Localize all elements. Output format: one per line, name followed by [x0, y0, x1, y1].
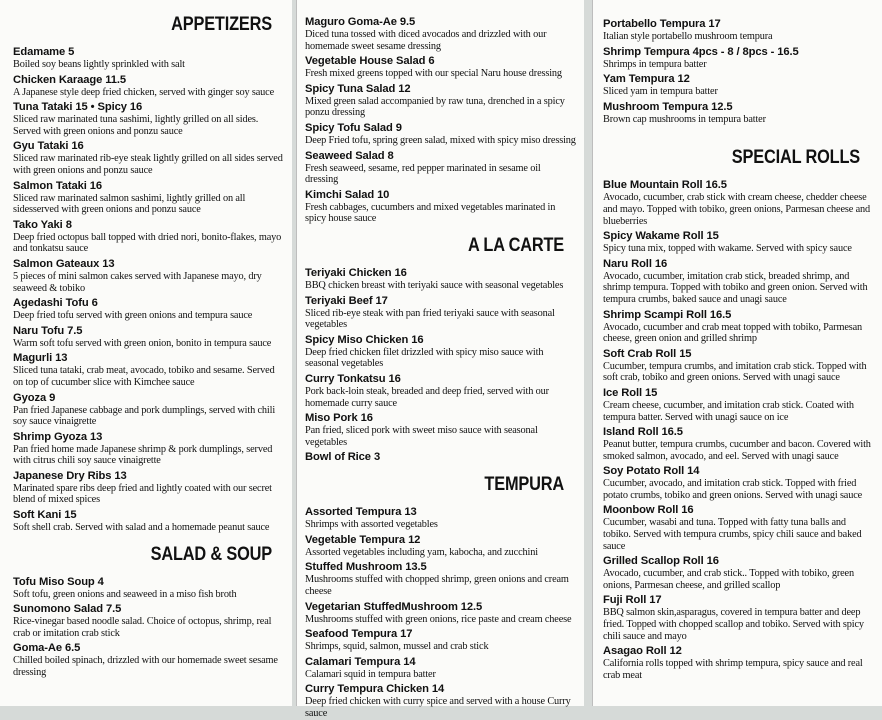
- menu-item-name: Salmon Tataki 16: [13, 179, 102, 192]
- menu-item-description: Rice-vinegar based noodle salad. Choice of octopus, shrimp, real crab or imitation crab stick: [13, 616, 272, 639]
- menu-item-name: Teriyaki Chicken 16: [305, 266, 407, 279]
- menu-item-name: Vegetarian StuffedMushroom 12.5: [305, 600, 483, 613]
- menu-item-description: Deep fried chicken with curry spice and served with a house Curry sauce: [305, 696, 571, 720]
- menu-item: [13, 258, 284, 294]
- menu-item-description: Fresh cabbages, cucumbers and mixed vegetables marinated in spicy house sauce: [305, 201, 556, 225]
- menu-item-name: Stuffed Mushroom 13.5: [305, 561, 427, 574]
- menu-item: [305, 656, 576, 681]
- menu-item-description: BBQ chicken breast with teriyaki sauce with seasonal vegetables: [305, 279, 564, 291]
- salad-soup-list: [13, 576, 284, 679]
- menu-item: [305, 189, 576, 225]
- menu-item: [603, 46, 872, 71]
- menu-item-name: Vegetable House Salad 6: [305, 55, 435, 68]
- menu-item-description: Deep Fried tofu, spring green salad, mixed with spicy miso dressing: [305, 134, 576, 146]
- menu-item: [305, 55, 576, 80]
- menu-item-description: Mushrooms stuffed with green onions, rice paste and cream cheese: [305, 613, 572, 625]
- menu-item-name: Agedashi Tofu 6: [13, 297, 98, 310]
- menu-item-description: Sliced rib-eye steak with pan fried teriyaki sauce with seasonal vegetables: [305, 307, 555, 331]
- menu-item-description: Fresh seaweed, sesame, red pepper marinated in sesame oil dressing: [305, 162, 541, 186]
- menu-item-description: Cucumber, wasabi and tuna. Topped with fatty tuna balls and tobiko. Served with tempura crumbs, spicy chili sauce and baked sauce: [603, 517, 862, 552]
- salad-soup-heading: SALAD & SOUP: [150, 543, 272, 565]
- menu-item-description: Mixed green salad accompanied by raw tuna, drenched in a spicy ponzu dressing: [305, 95, 565, 119]
- menu-item-description: Diced tuna tossed with diced avocados and drizzled with our homemade sweet sesame dressing: [305, 29, 547, 52]
- menu-item-description: Shrimps with assorted vegetables: [305, 519, 438, 531]
- menu-item-name: Kimchi Salad 10: [305, 188, 390, 201]
- menu-item-description: Avocado, cucumber, imitation crab stick, breaded shrimp, and shrimp tempura. Topped with tobiko and green onion. Served with tempura crumbs, baked sauce and unagi sauce: [603, 270, 868, 305]
- menu-item-name: Shrimp Gyoza 13: [13, 430, 103, 443]
- menu-item: [305, 295, 576, 331]
- tempura-list: [305, 506, 576, 719]
- menu-item: [603, 348, 872, 384]
- menu-item: [603, 465, 872, 501]
- special-rolls-heading: SPECIAL ROLLS: [731, 147, 860, 169]
- menu-item: [305, 16, 576, 52]
- menu-column-right: [592, 0, 882, 706]
- menu-item: [305, 83, 576, 119]
- menu-item-name: Vegetable Tempura 12: [305, 533, 421, 546]
- menu-item-name: Fuji Roll 17: [603, 594, 662, 607]
- menu-item-description: Deep fried octopus ball topped with dried nori, bonito-flakes, mayo and tonkatsu sauce: [13, 231, 282, 255]
- menu-item: [13, 603, 284, 639]
- menu-item: [13, 642, 284, 678]
- menu-item-description: Calamari squid in tempura batter: [305, 668, 436, 680]
- menu-item-name: Sunomono Salad 7.5: [13, 603, 122, 616]
- menu-item-description: Cream cheese, cucumber, and imitation crab stick. Coated with tempura batter. Served with unagi sauce on ice: [603, 399, 854, 423]
- menu-item-name: Spicy Tuna Salad 12: [305, 82, 411, 95]
- menu-item: [13, 74, 284, 99]
- menu-item: [305, 506, 576, 531]
- menu-item: [603, 555, 872, 591]
- menu-item-description: Avocado, cucumber, crab stick with cream cheese, chedder cheese and mayo. Topped with tobiko, green onions, Parmesan cheese and blueberries: [603, 192, 871, 227]
- menu-item-name: Mushroom Tempura 12.5: [603, 100, 733, 113]
- menu-item-name: Salmon Gateaux 13: [13, 257, 115, 270]
- menu-item: [603, 504, 872, 552]
- menu-item: [13, 46, 284, 71]
- menu-item: [13, 219, 284, 255]
- menu-item-name: Miso Pork 16: [305, 412, 373, 425]
- menu-item: [13, 101, 284, 137]
- menu-item: [13, 470, 284, 506]
- menu-item-description: Marinated spare ribs deep fried and lightly coated with our secret blend of mixed spices: [13, 482, 272, 506]
- menu-item: [13, 509, 284, 534]
- menu-item-description: Deep fried chicken filet drizzled with spicy miso sauce with seasonal vegetables: [305, 346, 544, 370]
- menu-item-description: Assorted vegetables including yam, kabocha, and zucchini: [305, 546, 538, 558]
- menu-item-description: Chilled boiled spinach, drizzled with our homemade sweet sesame dressing: [13, 655, 278, 679]
- menu-item: [603, 594, 872, 642]
- menu-item-name: Naru Roll 16: [603, 257, 668, 270]
- menu-item-description: Deep fried tofu served with green onions and tempura sauce: [13, 310, 253, 322]
- menu-item: [305, 412, 576, 448]
- menu-item-name: Calamari Tempura 14: [305, 655, 416, 668]
- menu-item-description: A Japanese style deep fried chicken, served with ginger soy sauce: [13, 86, 275, 98]
- menu-item-description: Fresh mixed greens topped with our special Naru house dressing: [305, 68, 562, 80]
- menu-item-name: Portabello Tempura 17: [603, 18, 721, 30]
- menu-item-name: Magurli 13: [13, 352, 68, 365]
- menu-item-description: Shrimps, squid, salmon, mussel and crab stick: [305, 641, 489, 653]
- menu-item-name: Curry Tonkatsu 16: [305, 372, 401, 385]
- menu-item: [603, 309, 872, 345]
- menu-item-name: Asagao Roll 12: [603, 645, 682, 658]
- menu-item-description: Pan fried Japanese cabbage and pork dumplings, served with chili soy sauce vinaigrette: [13, 404, 276, 428]
- menu-item-name: Chicken Karaage 11.5: [13, 73, 127, 86]
- menu-item-description: Avocado, cucumber, and crab stick.. Topped with tobiko, green onions, Parmesan cheese, and grilled scallop: [603, 568, 854, 591]
- menu-item: [603, 18, 872, 43]
- tempura-continued-list: [603, 18, 872, 125]
- menu-item-name: Japanese Dry Ribs 13: [13, 469, 127, 482]
- menu-item: [603, 101, 872, 126]
- menu-item-name: Spicy Miso Chicken 16: [305, 333, 424, 346]
- menu-item: [13, 352, 284, 388]
- menu-item: [13, 392, 284, 428]
- menu-item-description: Peanut butter, tempura crumbs, cucumber and bacon. Covered with smoked salmon, avocado, and eel. Served with unagi sauce: [603, 439, 871, 462]
- menu-item: [305, 451, 576, 464]
- menu-item: [305, 628, 576, 653]
- menu-item-description: Italian style portabello mushroom tempura: [603, 31, 773, 42]
- menu-item-description: California rolls topped with shrimp tempura, spicy sauce and real crab meat: [603, 658, 863, 681]
- menu-item-description: Mushrooms stuffed with chopped shrimp, green onions and cream cheese: [305, 574, 569, 598]
- menu-item: [305, 150, 576, 186]
- menu-item-description: Spicy tuna mix, topped with wakame. Served with spicy sauce: [603, 243, 852, 255]
- menu-item-description: Sliced raw marinated salmon sashimi, lightly grilled on all sidesserved with green onions and ponzu sauce: [13, 192, 246, 216]
- menu-item-name: Naru Tofu 7.5: [13, 324, 83, 337]
- a-la-carte-heading: A LA CARTE: [467, 234, 564, 256]
- menu-item-description: Cucumber, tempura crumbs, and imitation crab stick. Topped with soft crab, tobiko and green onions. Served with unagi sauce: [603, 360, 867, 384]
- menu-item-name: Blue Mountain Roll 16.5: [603, 179, 727, 192]
- menu-column-middle: [296, 0, 584, 720]
- menu-item-description: Soft shell crab. Served with salad and a homemade peanut sauce: [13, 522, 270, 534]
- menu-item: [305, 534, 576, 559]
- menu-item-description: Sliced tuna tataki, crab meat, avocado, tobiko and sesame. Served on top of cucumber slice with Kimchee sauce: [13, 365, 275, 388]
- menu-item: [13, 325, 284, 350]
- menu-item-name: Moonbow Roll 16: [603, 504, 694, 517]
- menu-item-name: Grilled Scallop Roll 16: [603, 555, 719, 568]
- menu-item-name: Yam Tempura 12: [603, 73, 690, 86]
- menu-item: [603, 73, 872, 98]
- menu-item-name: Tuna Tataki 15 • Spicy 16: [13, 101, 143, 114]
- menu-item-description: Warm soft tofu served with green onion, bonito in tempura sauce: [13, 337, 272, 349]
- menu-item-description: Pork back-loin steak, breaded and deep fried, served with our homemade curry sauce: [305, 385, 549, 409]
- menu-item-name: Gyu Tataki 16: [13, 140, 84, 153]
- menu-item-name: Island Roll 16.5: [603, 426, 683, 439]
- menu-item-name: Gyoza 9: [13, 391, 56, 404]
- menu-item-name: Bowl of Rice 3: [305, 451, 381, 464]
- menu-item: [305, 561, 576, 597]
- appetizers-list: [13, 46, 284, 534]
- menu-item: [305, 601, 576, 626]
- menu-item-description: Sliced yam in tempura batter: [603, 86, 718, 98]
- menu-item-description: Pan fried, sliced pork with sweet miso sauce with seasonal vegetables: [305, 425, 538, 448]
- tempura-heading: TEMPURA: [484, 474, 564, 496]
- menu-item-name: Seafood Tempura 17: [305, 628, 413, 641]
- menu-item-name: Spicy Tofu Salad 9: [305, 121, 402, 134]
- menu-item-name: Shrimp Scampi Roll 16.5: [603, 308, 732, 321]
- menu-item-description: Sliced raw marinated rib-eye steak lightly grilled on all sides served with green onions and ponzu sauce: [13, 153, 283, 176]
- menu-item-name: Soft Crab Roll 15: [603, 347, 692, 360]
- menu-item-description: BBQ salmon skin,asparagus, covered in tempura batter and deep fried. Topped with chopped scallop and tobiko. Served with spicy chili sauce and mayo: [603, 607, 864, 642]
- menu-item: [603, 426, 872, 462]
- menu-item-name: Assorted Tempura 13: [305, 506, 417, 519]
- menu-item: [13, 140, 284, 176]
- menu-item-name: Curry Tempura Chicken 14: [305, 683, 445, 696]
- menu-item-name: Tako Yaki 8: [13, 218, 72, 231]
- menu-item-name: Seaweed Salad 8: [305, 149, 394, 162]
- menu-item-name: Teriyaki Beef 17: [305, 294, 388, 307]
- appetizers-heading: APPETIZERS: [171, 14, 272, 35]
- menu-item: [603, 258, 872, 306]
- menu-item: [305, 373, 576, 409]
- menu-item: [13, 297, 284, 322]
- menu-item-description: Brown cap mushrooms in tempura batter: [603, 113, 766, 125]
- menu-item-name: Edamame 5: [13, 46, 75, 58]
- menu-item: [305, 267, 576, 292]
- menu-item: [305, 334, 576, 370]
- menu-item: [13, 180, 284, 216]
- menu-item-name: Maguro Goma-Ae 9.5: [305, 16, 416, 28]
- menu-item-name: Goma-Ae 6.5: [13, 642, 81, 655]
- menu-item-name: Ice Roll 15: [603, 386, 658, 399]
- menu-item-description: Cucumber, avocado, and imitation crab stick. Topped with fried potato crumbs, tobiko and green onions. Served with unagi sauce: [603, 478, 863, 501]
- menu-item-name: Spicy Wakame Roll 15: [603, 230, 719, 243]
- menu-item-description: Soft tofu, green onions and seaweed in a miso fish broth: [13, 588, 237, 600]
- special-rolls-list: [603, 179, 872, 681]
- menu-item-description: Boiled soy beans lightly sprinkled with salt: [13, 59, 185, 70]
- menu-item: [305, 122, 576, 147]
- menu-item: [603, 179, 872, 227]
- menu-item-description: Sliced raw marinated tuna sashimi, lightly grilled on all sides. Served with green onions and ponzu sauce: [13, 114, 259, 137]
- menu-item: [13, 576, 284, 601]
- menu-item-description: Shrimps in tempura batter: [603, 58, 707, 70]
- menu-item-name: Soy Potato Roll 14: [603, 465, 700, 478]
- a-la-carte-list: [305, 267, 576, 464]
- menu-item: [603, 387, 872, 423]
- menu-item-description: 5 pieces of mini salmon cakes served with Japanese mayo, dry seaweed & tobiko: [13, 270, 262, 294]
- menu-item-name: Tofu Miso Soup 4: [13, 575, 104, 588]
- menu-item: [603, 230, 872, 255]
- menu-item-name: Shrimp Tempura 4pcs - 8 / 8pcs - 16.5: [603, 45, 799, 58]
- menu-item: [13, 431, 284, 467]
- menu-item-name: Soft Kani 15: [13, 509, 77, 522]
- menu-item-description: Pan fried home made Japanese shrimp & pork dumplings, served with citrus chili soy sauce vinaigrette: [13, 443, 273, 467]
- menu-item: [305, 683, 576, 719]
- menu-item-description: Avocado, cucumber and crab meat topped with tobiko, Parmesan cheese, green onion and grilled shrimp: [603, 321, 863, 345]
- menu-column-left: [0, 0, 292, 706]
- salads-list: [305, 16, 576, 225]
- menu-item: [603, 645, 872, 681]
